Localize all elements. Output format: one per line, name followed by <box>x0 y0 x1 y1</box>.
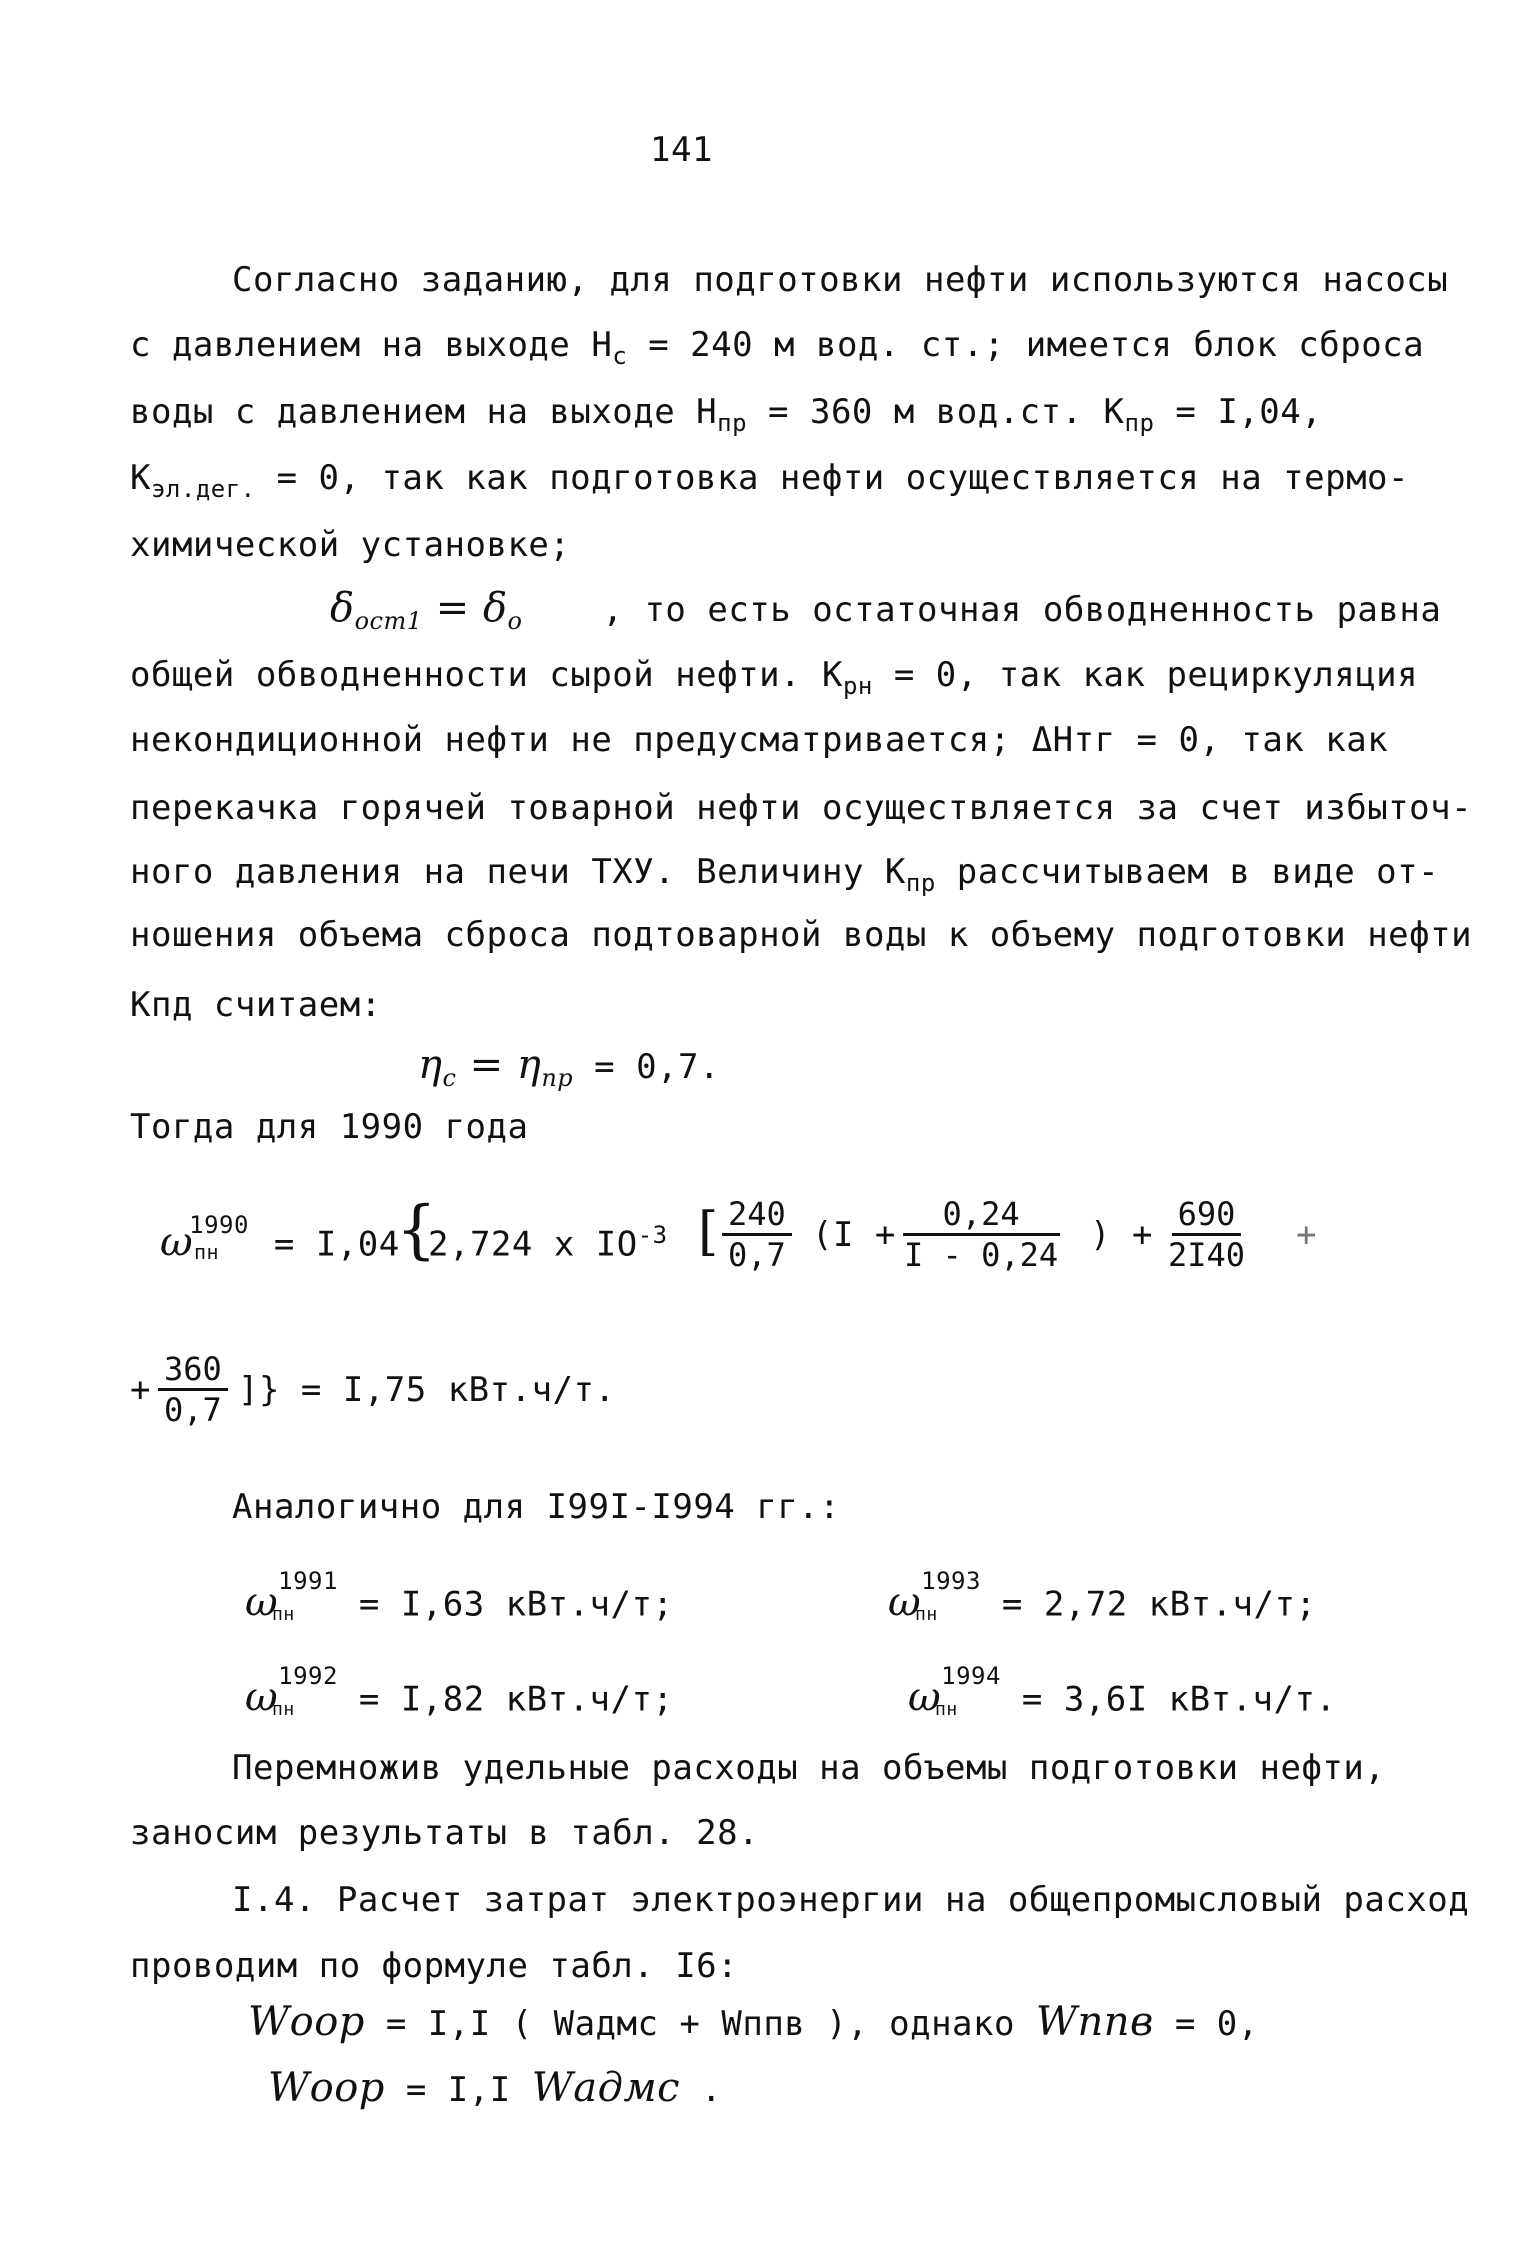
section-heading-1.4: I.4. Расчет затрат электроэнергии на общепромысловый расход <box>232 1880 1470 1920</box>
para1-line1: Согласно заданию, для подготовки нефти используются насосы <box>232 260 1449 300</box>
formula-result: ]} = I,75 кВт.ч/т. <box>238 1370 616 1410</box>
para1-line3: воды с давлением на выходе $H_{пр} = 360$ м вод.ст. $K_{пр} = I,04$, <box>130 392 1323 437</box>
fraction-240-0.7: $\frac{240}{0,7}$ <box>722 1195 792 1274</box>
fraction-360-0.7: $\frac{360}{0,7}$ <box>158 1350 228 1429</box>
formula-plus-start: + <box>130 1370 151 1410</box>
efficiency-equation: $\eta_с = \eta_{пр} = 0,7$. <box>418 1042 720 1092</box>
multiply-line2: заносим результаты в табл. 28. <box>130 1813 760 1853</box>
formula-brace-open: { <box>396 1193 437 1267</box>
result-1993: $\omega^{1993} = 2,72$ кВт.ч/т; <box>888 1567 1317 1626</box>
fraction-0.24: $\frac{0,24}{I - 0,24}$ <box>904 1195 1059 1274</box>
para2-line4: перекачка горячей товарной нефти осуществляется за счет избыточ- <box>130 788 1473 828</box>
result-1991-sub: пн <box>272 1604 295 1625</box>
result-1992-sub: пн <box>272 1699 295 1720</box>
fraction-690-2140: $\frac{690}{2I40}$ <box>1168 1195 1246 1274</box>
para1-line4: $K_{эл.дег.} = 0$, так как подготовка нефти осуществляется на термо- <box>130 458 1409 503</box>
formula-bracket-open: [ <box>698 1202 719 1262</box>
formula-factor: 2,724 x $IO^{-3}$ <box>428 1221 668 1265</box>
similarly-line: Аналогично для I99I-I994 гг.: <box>232 1487 841 1527</box>
para1-line2: с давлением на выходе $H_с = 240$ м вод. ст.; имеется блок сброса <box>130 325 1425 370</box>
result-1993-sub: пн <box>915 1604 938 1625</box>
formula-omega: $\omega^{1990} = I,04$ <box>160 1211 400 1266</box>
formula-plus-end: + <box>1296 1215 1317 1255</box>
para2-line6: ношения объема сброса подтоварной воды к объему подготовки нефти <box>130 915 1473 955</box>
result-1994-sub: пн <box>935 1699 958 1720</box>
formula-general-line1: Wоор = I,I ( Wадмс + Wппв ), однако Wппв = 0, <box>248 1999 1259 2045</box>
result-1994: $\omega^{1994} = 3,6I$ кВт.ч/т. <box>908 1662 1337 1721</box>
formula-omega-sub: пн <box>194 1240 220 1264</box>
result-1991: $\omega^{1991} = I,63$ кВт.ч/т; <box>245 1567 674 1626</box>
para2-line7: Кпд считаем: <box>130 985 382 1025</box>
multiply-line1: Перемножив удельные расходы на объемы подготовки нефти, <box>232 1748 1386 1788</box>
formula-paren-close: ) + <box>1090 1215 1153 1255</box>
para2-line1: $\delta_{ост1} = \delta_о$ , то есть остаточная обводненность равна <box>330 585 1442 635</box>
result-1992: $\omega^{1992} = I,82$ кВт.ч/т; <box>245 1662 674 1721</box>
para1-line5: химической установке; <box>130 525 571 565</box>
para2-line5: ного давления на печи ТХУ. Величину $K_{пр}$ рассчитываем в виде от- <box>130 852 1440 897</box>
para2-line2: общей обводненности сырой нефти. $K_{рн} = 0$, так как рециркуляция <box>130 655 1419 700</box>
section-line2: проводим по формуле табл. I6: <box>130 1946 739 1986</box>
then-line: Тогда для 1990 года <box>130 1107 529 1147</box>
formula-general-line2: Wоор = I,I Wадмс . <box>268 2065 723 2111</box>
para2-line3: некондиционной нефти не предусматривается; ΔHтг = 0, так как <box>130 720 1389 760</box>
page-number: 141 <box>650 130 713 170</box>
formula-paren-open: (I + <box>812 1215 896 1255</box>
